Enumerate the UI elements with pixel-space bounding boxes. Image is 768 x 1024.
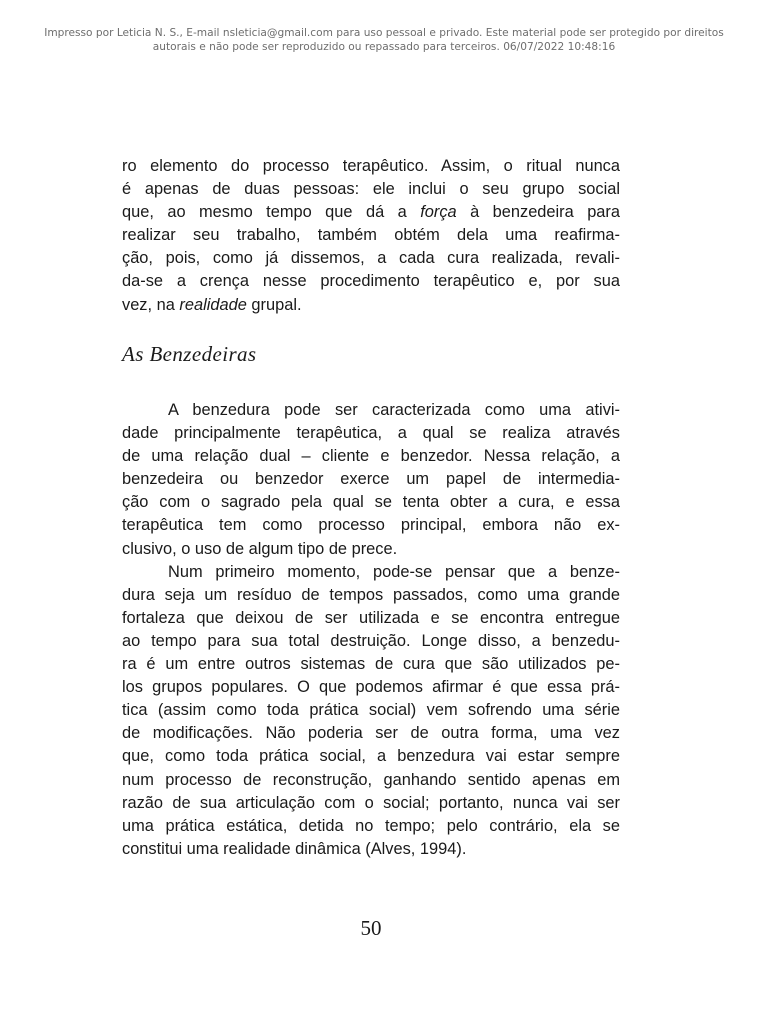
text-line: ção, pois, como já dissemos, a cada cura realizada, revali- xyxy=(122,249,620,268)
page-number: 50 xyxy=(360,916,382,940)
text-line: razão de sua articulação com o social; portanto, nunca vai ser xyxy=(122,793,620,812)
text-line: é apenas de duas pessoas: ele inclui o seu grupo social xyxy=(122,180,620,199)
text-line: tica (assim como toda prática social) vem sofrendo uma série xyxy=(122,701,620,720)
text-line: Num primeiro momento, pode-se pensar que a benze- xyxy=(168,562,620,581)
text-line xyxy=(122,294,620,317)
text-run: grupal. xyxy=(246,295,302,314)
section-heading: As Benzedeiras xyxy=(122,342,257,366)
print-watermark xyxy=(20,26,748,54)
text-line: terapêutica tem como processo principal, embora não ex- xyxy=(122,516,620,535)
text-run: vez, na xyxy=(122,295,180,314)
text-run: à benzedeira para xyxy=(456,203,621,222)
text-line: dade principalmente terapêutica, a qual se realiza através xyxy=(122,424,620,443)
text-run: que, ao mesmo tempo que dá a xyxy=(122,203,421,222)
watermark-line-1: Impresso por Leticia N. S., E-mail nsleticia@gmail.com para uso pessoal e privado. Este material pode ser protegido por direitos xyxy=(44,27,724,39)
text-line: da-se a crença nesse procedimento terapêutico e, por sua xyxy=(122,272,620,291)
text-line: constitui uma realidade dinâmica (Alves, 1994). xyxy=(122,839,467,858)
text-line: num processo de reconstrução, ganhando sentido apenas em xyxy=(122,770,620,789)
text-line: de uma relação dual – cliente e benzedor. Nessa relação, a xyxy=(122,447,620,466)
text-line: fortaleza que deixou de ser utilizada e se encontra entregue xyxy=(122,608,620,627)
emphasis-forca: força xyxy=(420,203,457,222)
opening-paragraph xyxy=(122,155,620,317)
text-line: ao tempo para sua total destruição. Longe disso, a benzedu- xyxy=(122,631,620,650)
text-line: A benzedura pode ser caracterizada como uma ativi- xyxy=(168,401,620,419)
text-line: que, como toda prática social, a benzedura vai estar sempre xyxy=(122,747,620,766)
text-line: benzedeira ou benzedor exerce um papel de intermedia- xyxy=(122,470,620,489)
text-line: clusivo, o uso de algum tipo de prece. xyxy=(122,539,398,558)
text-line: realizar seu trabalho, também obtém dela uma reafirma- xyxy=(122,226,620,245)
text-line: de modificações. Não poderia ser de outra forma, uma vez xyxy=(122,724,620,743)
text-line: ro elemento do processo terapêutico. Assim, o ritual nunca xyxy=(122,157,620,175)
text-line: los grupos populares. O que podemos afirmar é que essa prá- xyxy=(122,678,620,697)
text-line: ção com o sagrado pela qual se tenta obter a cura, e essa xyxy=(122,493,620,512)
emphasis-realidade: realidade xyxy=(179,295,247,314)
section-body xyxy=(122,399,620,861)
text-line xyxy=(122,201,620,224)
text-line: ra é um entre outros sistemas de cura que são utilizados pe- xyxy=(122,655,620,674)
watermark-line-2: autorais e não pode ser reproduzido ou repassado para terceiros. 06/07/2022 10:48:16 xyxy=(152,41,616,53)
text-line: uma prática estática, detida no tempo; pelo contrário, ela se xyxy=(122,816,620,835)
text-line: dura seja um resíduo de tempos passados, como uma grande xyxy=(122,585,620,604)
